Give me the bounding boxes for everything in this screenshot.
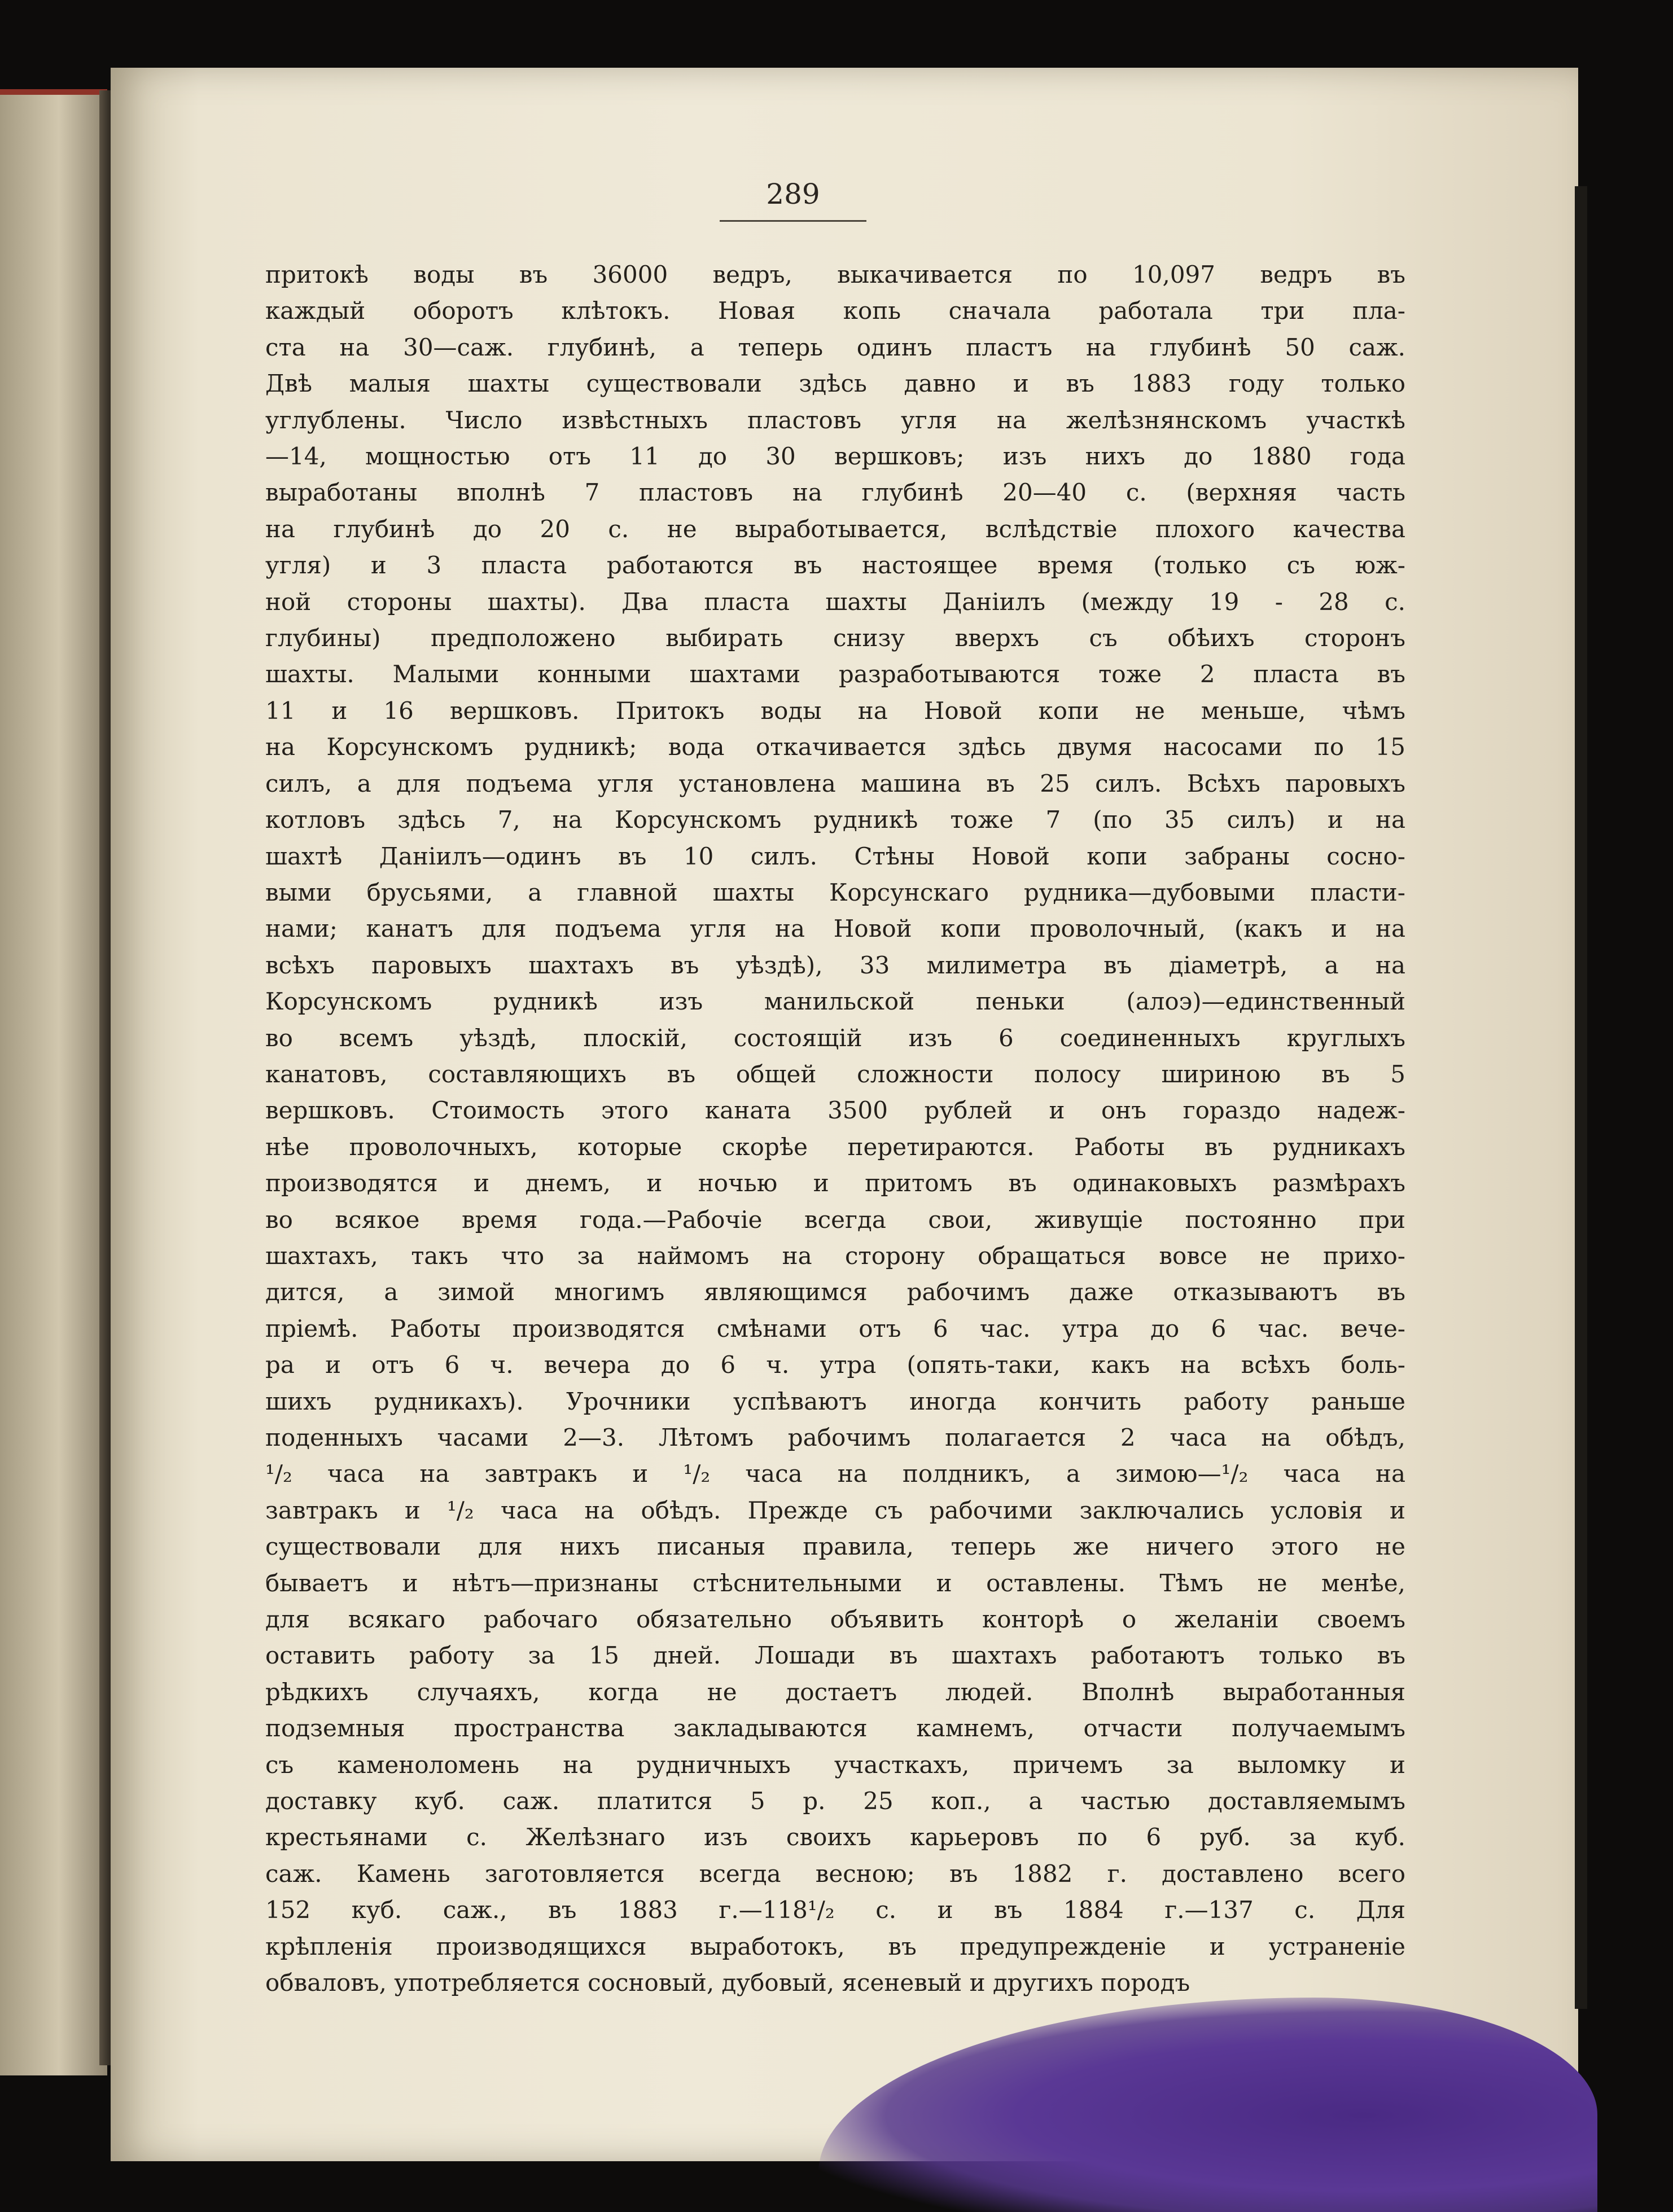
text-line: выми брусьями, а главной шахты Корсунскаго рудника—дубовыми пласти- bbox=[265, 878, 1405, 906]
text-line: угля) и 3 пласта работаются въ настоящее время (только съ юж- bbox=[265, 551, 1405, 580]
text-line: нѣе проволочныхъ, которые скорѣе перетираются. Работы въ рудникахъ bbox=[265, 1133, 1405, 1161]
text-line: саж. Камень заготовляется всегда весною; въ 1882 г. доставлено всего bbox=[265, 1859, 1405, 1888]
body-text bbox=[265, 257, 1405, 2002]
text-line: шахтѣ Даніилъ—одинъ въ 10 силъ. Стѣны Новой копи забраны сосно- bbox=[265, 842, 1405, 870]
text-line: крестьянами с. Желѣзнаго изъ своихъ карьеровъ по 6 руб. за куб. bbox=[265, 1823, 1405, 1851]
right-page-edge bbox=[1575, 186, 1587, 2009]
text-line: шахты. Малыми конными шахтами разработываются тоже 2 пласта въ bbox=[265, 660, 1405, 688]
page-number: 289 bbox=[766, 178, 820, 210]
text-line: во всемъ уѣздѣ, плоскій, состоящій изъ 6 соединенныхъ круглыхъ bbox=[265, 1024, 1405, 1052]
text-line: глубины) предположено выбирать снизу вверхъ съ обѣихъ сторонъ bbox=[265, 624, 1405, 652]
left-page-edge bbox=[0, 89, 107, 2075]
text-line: для всякаго рабочаго обязательно объявить конторѣ о желаніи своемъ bbox=[265, 1605, 1405, 1634]
text-line: дится, а зимой многимъ являющимся рабочимъ даже отказываютъ въ bbox=[265, 1278, 1405, 1306]
text-line: рѣдкихъ случаяхъ, когда не достаетъ людей. Вполнѣ выработанныя bbox=[265, 1678, 1405, 1706]
text-line: поденныхъ часами 2—3. Лѣтомъ рабочимъ полагается 2 часа на обѣдъ, bbox=[265, 1424, 1405, 1451]
text-line: канатовъ, составляющихъ въ общей сложности полосу шириною въ 5 bbox=[265, 1060, 1405, 1088]
text-line: завтракъ и ¹/₂ часа на обѣдъ. Прежде съ рабочими заключались условія и bbox=[265, 1496, 1405, 1524]
text-line: притокѣ воды въ 36000 ведръ, выкачивается по 10,097 ведръ въ bbox=[265, 261, 1405, 288]
text-line: 11 и 16 вершковъ. Притокъ воды на Новой копи не меньше, чѣмъ bbox=[265, 696, 1405, 725]
text-line: доставку куб. саж. платится 5 р. 25 коп., а частью доставляемымъ bbox=[265, 1787, 1405, 1815]
text-line: выработаны вполнѣ 7 пластовъ на глубинѣ 20—40 с. (верхняя часть bbox=[265, 479, 1405, 507]
text-line: Двѣ малыя шахты существовали здѣсь давно и въ 1883 году только bbox=[265, 370, 1405, 398]
text-line: производятся и днемъ, и ночью и притомъ въ одинаковыхъ размѣрахъ bbox=[265, 1169, 1405, 1197]
book-spine bbox=[99, 90, 112, 2065]
text-line: на Корсунскомъ рудникѣ; вода откачивается здѣсь двумя насосами по 15 bbox=[265, 733, 1405, 761]
text-line: ста на 30—саж. глубинѣ, а теперь одинъ пластъ на глубинѣ 50 саж. bbox=[265, 333, 1405, 361]
text-line: оставить работу за 15 дней. Лошади въ шахтахъ работаютъ только въ bbox=[265, 1642, 1405, 1670]
text-line: шахтахъ, такъ что за наймомъ на сторону обращаться вовсе не прихо- bbox=[265, 1241, 1405, 1270]
text-line: —14, мощностью отъ 11 до 30 вершковъ; изъ нихъ до 1880 года bbox=[265, 442, 1405, 471]
text-line: съ каменоломень на рудничныхъ участкахъ, причемъ за выломку и bbox=[265, 1750, 1405, 1779]
text-line: бываетъ и нѣтъ—признаны стѣснительными и оставлены. Тѣмъ не менѣе, bbox=[265, 1569, 1405, 1597]
text-line: всѣхъ паровыхъ шахтахъ въ уѣздѣ), 33 милиметра въ діаметрѣ, а на bbox=[265, 951, 1405, 979]
text-line: на глубинѣ до 20 с. не выработывается, вслѣдствіе плохого качества bbox=[265, 515, 1405, 543]
header-rule bbox=[720, 220, 866, 222]
text-line: нами; канатъ для подъема угля на Новой копи проволочный, (какъ и на bbox=[265, 915, 1405, 943]
text-line: крѣпленія производящихся выработокъ, въ предупрежденіе и устраненіе bbox=[265, 1932, 1405, 1960]
text-line: ¹/₂ часа на завтракъ и ¹/₂ часа на полдникъ, а зимою—¹/₂ часа на bbox=[265, 1460, 1405, 1488]
text-line: подземныя пространства закладываются камнемъ, отчасти получаемымъ bbox=[265, 1714, 1405, 1743]
text-line: каждый оборотъ клѣтокъ. Новая копь сначала работала три пла- bbox=[265, 297, 1405, 325]
text-line: пріемѣ. Работы производятся смѣнами отъ 6 час. утра до 6 час. вече- bbox=[265, 1314, 1405, 1342]
text-line: котловъ здѣсь 7, на Корсунскомъ рудникѣ тоже 7 (по 35 силъ) и на bbox=[265, 806, 1405, 834]
text-line: обваловъ, употребляется сосновый, дубовый, ясеневый и другихъ породъ bbox=[265, 1969, 1190, 1997]
text-line: ра и отъ 6 ч. вечера до 6 ч. утра (опять-таки, какъ на всѣхъ боль- bbox=[265, 1351, 1405, 1379]
text-line: углублены. Число извѣстныхъ пластовъ угля на желѣзнянскомъ участкѣ bbox=[265, 406, 1405, 434]
text-line: ной стороны шахты). Два пласта шахты Даніилъ (между 19 - 28 с. bbox=[265, 587, 1405, 616]
text-line: вершковъ. Стоимость этого каната 3500 рублей и онъ гораздо надеж- bbox=[265, 1096, 1405, 1125]
text-line: во всякое время года.—Рабочіе всегда свои, живущіе постоянно при bbox=[265, 1205, 1405, 1234]
text-line: существовали для нихъ писаныя правила, теперь же ничего этого не bbox=[265, 1533, 1405, 1561]
text-line: 152 куб. саж., въ 1883 г.—118¹/₂ с. и въ 1884 г.—137 с. Для bbox=[265, 1896, 1405, 1924]
text-line: силъ, а для подъема угля установлена машина въ 25 силъ. Всѣхъ паровыхъ bbox=[265, 769, 1405, 797]
text-line: Корсунскомъ рудникѣ изъ манильской пеньки (алоэ)—единственный bbox=[265, 988, 1405, 1016]
text-line: шихъ рудникахъ). Урочники успѣваютъ иногда кончить работу раньше bbox=[265, 1387, 1405, 1415]
